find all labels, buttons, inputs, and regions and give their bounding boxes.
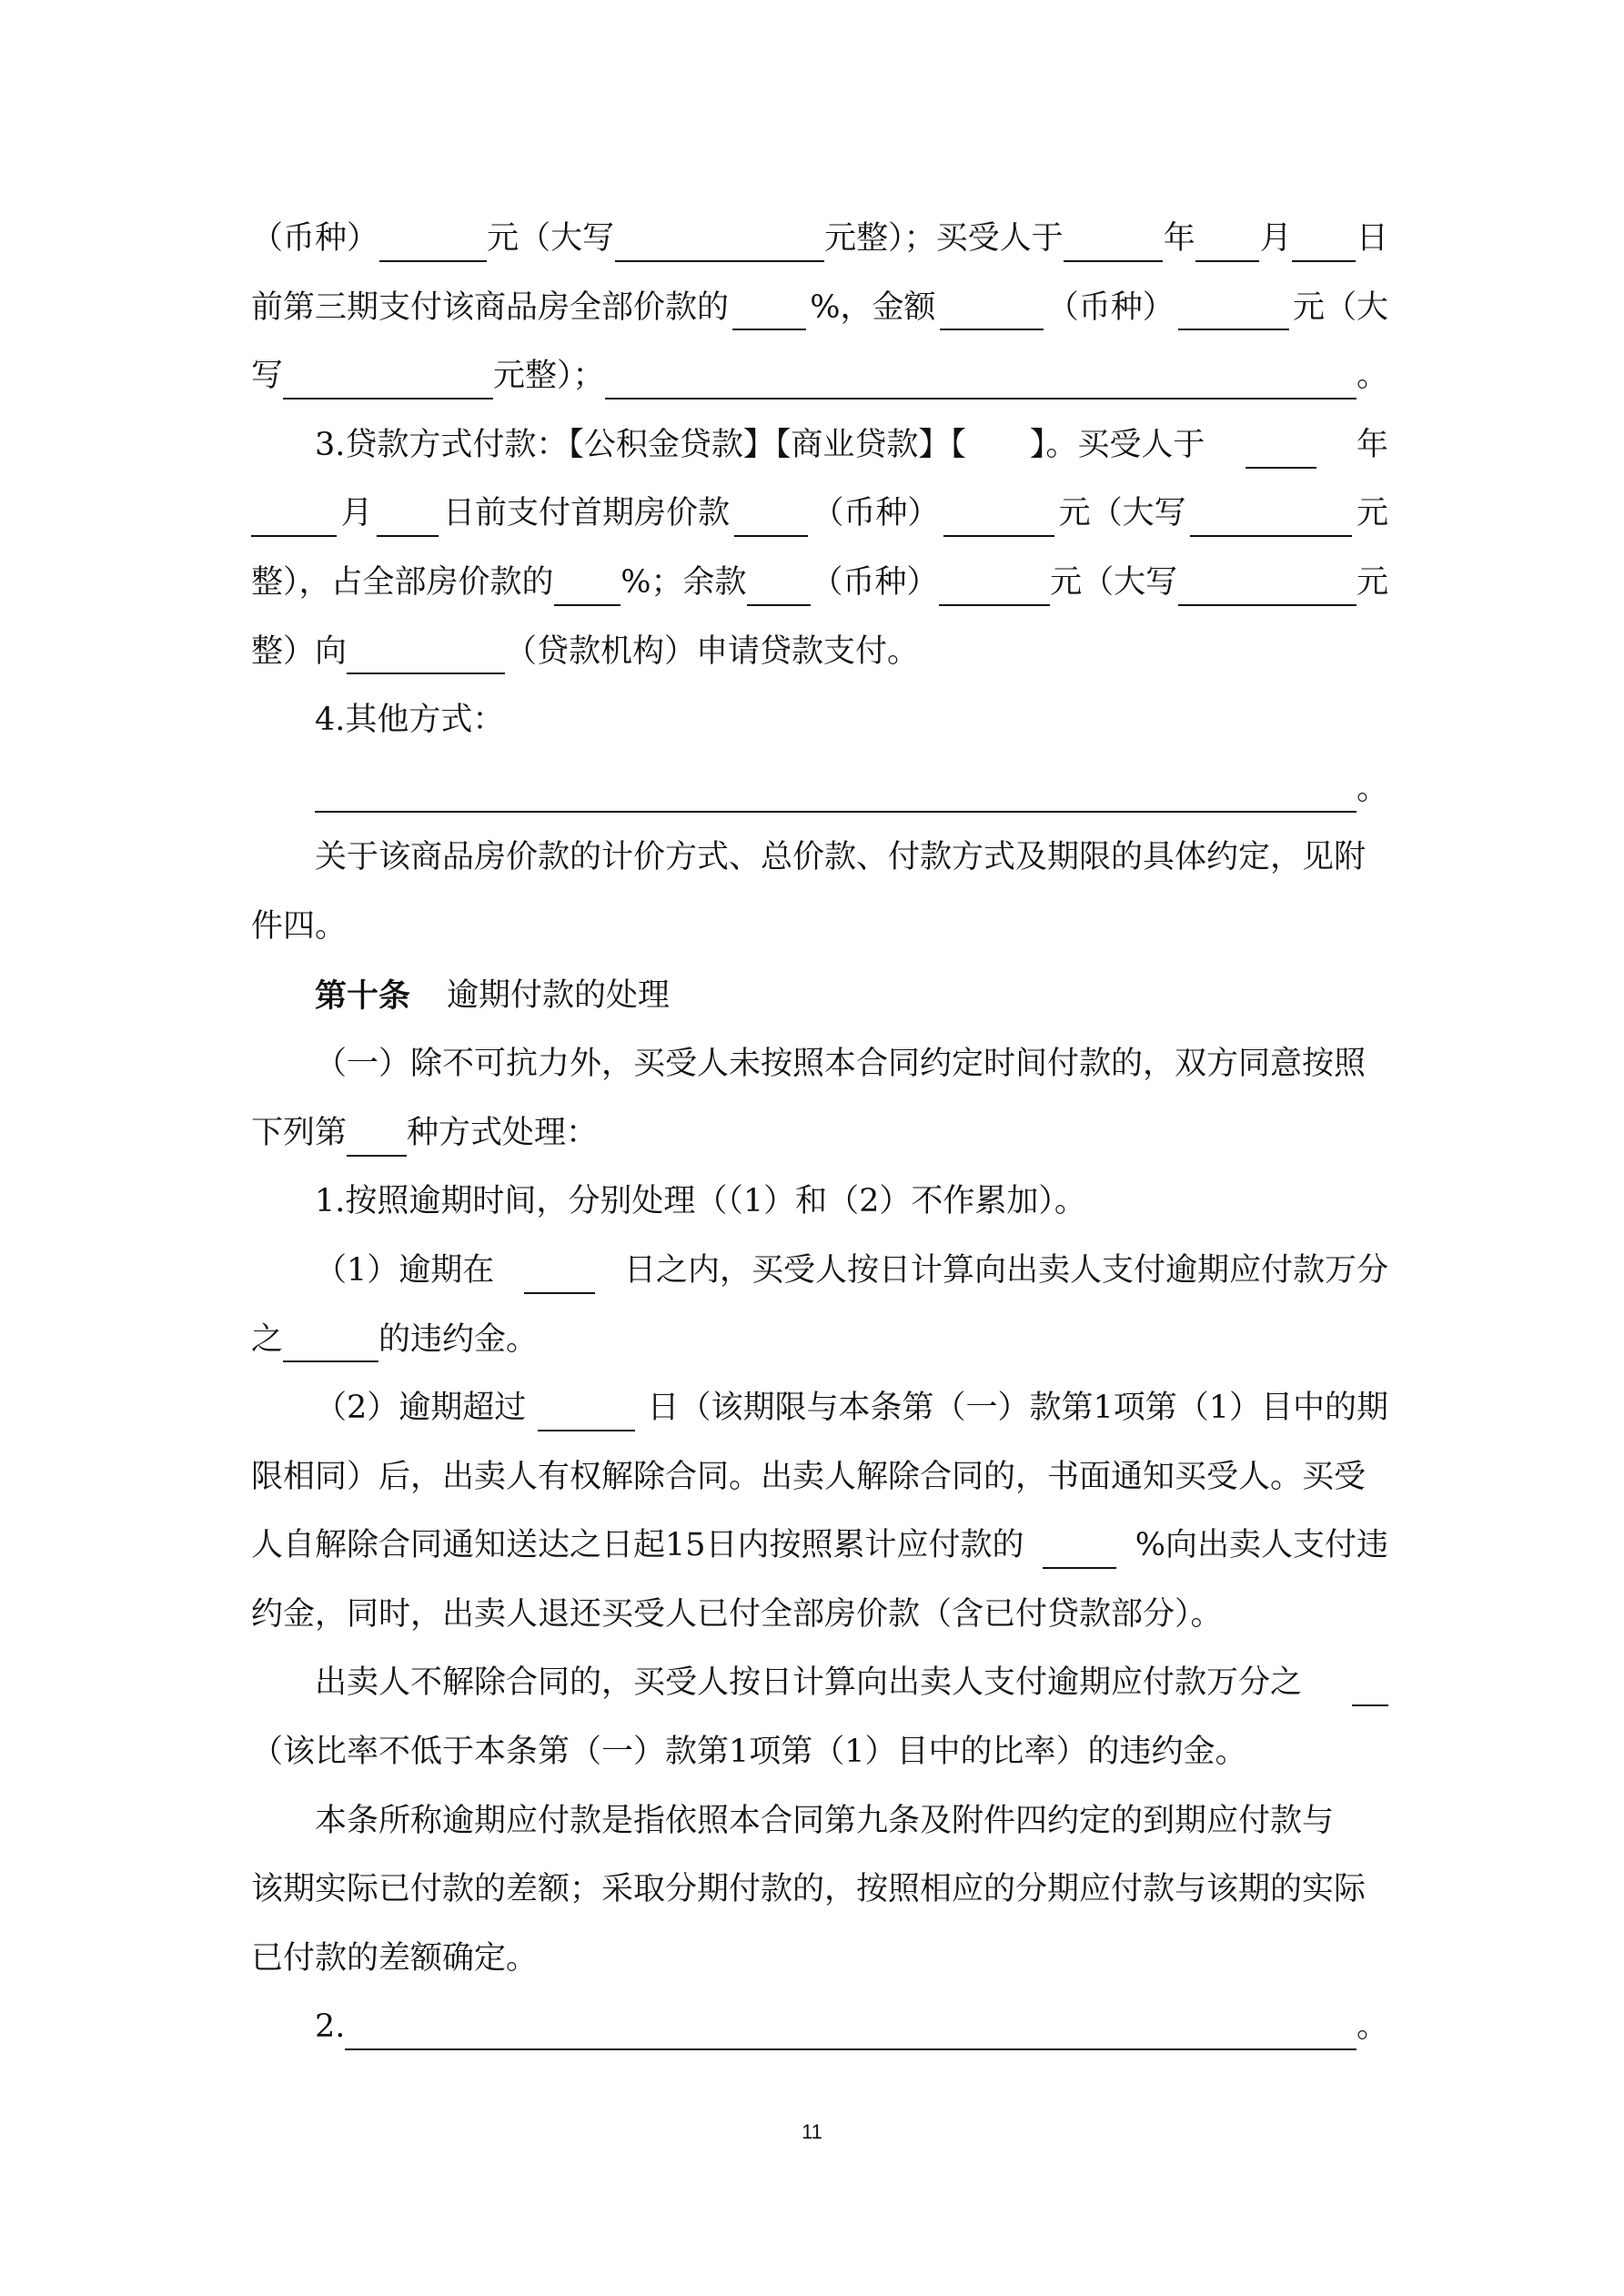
blank-field[interactable] [1246,430,1316,469]
text: 年 [1163,220,1195,257]
text-line [251,274,1388,343]
blank-field[interactable] [379,224,487,262]
text: 元 [1356,563,1388,601]
text: （币种） [812,495,940,532]
text: 日前支付首期房价款 [442,495,730,532]
blank-field[interactable] [732,292,806,330]
text-line [251,893,1388,962]
text: 本条所称逾期应付款是指依照本合同第九条及附件四约定的到期应付款与 [315,1802,1335,1839]
text-line [251,1374,1388,1443]
blank-field[interactable] [1352,1668,1388,1706]
text-line [251,618,1388,687]
text-line [251,1993,1388,2062]
blank-field[interactable] [283,361,493,400]
text-line [251,1237,1388,1306]
text: （贷款机构）申请贷款支付。 [505,632,920,670]
text-line [251,1649,1388,1718]
text: 种方式处理： [407,1114,599,1151]
blank-field[interactable] [1195,224,1259,262]
text: 件四。 [251,907,348,945]
blank-field[interactable] [347,636,505,674]
text: （币种） [811,563,939,601]
blank-field[interactable] [939,568,1050,606]
text: （2）逾期超过 [315,1390,527,1427]
text-line [251,342,1388,411]
text: 元（大写 [487,220,615,257]
blank-field[interactable] [943,499,1054,537]
blank-field[interactable] [1190,499,1352,537]
blank-field[interactable] [747,568,811,606]
text-line [251,1718,1388,1787]
text-line [251,1512,1388,1581]
blank-field[interactable] [605,361,1357,400]
text: 3.贷款方式付款：【公积金贷款】【商业贷款】【 】。买受人于 [315,426,1205,463]
blank-field[interactable] [734,499,808,537]
text-line [251,1925,1388,1994]
blank-field[interactable] [940,292,1044,330]
text: 2. [315,2008,346,2046]
text: 人自解除合同通知送达之日起15日内按照累计应付款的 [251,1527,1024,1564]
text: 写 [251,358,284,395]
blank-field[interactable] [1043,1531,1116,1569]
blank-field[interactable] [1178,568,1357,606]
blank-field[interactable] [345,2012,1357,2050]
text-line [251,549,1388,618]
text: 整）向 [251,632,348,670]
text: %，金额 [810,288,936,326]
text: （一）除不可抗力外，买受人未按照本合同约定时间付款的，双方同意按照 [315,1046,1367,1083]
blank-field[interactable] [554,568,620,606]
text: （币种） [1046,288,1175,326]
blank-field[interactable] [1292,224,1356,262]
text: 4.其他方式： [315,702,505,739]
text: 日之内，买受人按日计算向出卖人支付逾期应付款万分 [623,1251,1388,1289]
text: （1）逾期在 [315,1251,495,1289]
text-line [251,1787,1388,1856]
blank-field[interactable] [377,499,439,537]
blank-field[interactable] [1178,292,1289,330]
text: %；余款 [620,563,747,601]
text: 元 [1356,495,1388,532]
text: 约金，同时，出卖人退还买受人已付全部房价款（含已付贷款部分）。 [251,1595,1223,1633]
text: 下列第 [251,1114,348,1151]
blank-field[interactable] [315,774,1357,813]
text-line [251,1030,1388,1099]
text-line [251,205,1388,274]
text: 元整）；买受人于 [824,220,1064,257]
blank-field[interactable] [538,1393,635,1431]
blank-field[interactable] [615,224,824,262]
text: 元整）； [493,358,605,395]
text-line [251,755,1388,824]
text: 出卖人不解除合同的，买受人按日计算向出卖人支付逾期应付款万分之 [315,1664,1303,1702]
text-line [251,1168,1388,1237]
text: 1.按照逾期时间，分别处理（（1）和（2）不作累加）。 [315,1183,1086,1220]
text: 年 [1356,426,1388,463]
contract-page-body [251,205,1388,2062]
text-line [251,1306,1388,1375]
article-title: 逾期付款的处理 [447,976,671,1014]
blank-field[interactable] [347,1118,407,1157]
text: 之 [251,1320,284,1358]
text-line [251,1443,1388,1512]
text: 日（该期限与本条第（一）款第1项第（1）目中的期 [647,1390,1388,1427]
text: 。 [1356,770,1388,807]
text: 的违约金。 [378,1320,539,1358]
text: 已付款的差额确定。 [251,1939,539,1977]
text: 元（大写 [1050,563,1178,601]
text-line [251,480,1388,549]
text: （该比率不低于本条第（一）款第1项第（1）目中的比率）的违约金。 [251,1734,1247,1771]
text: 月 [340,495,373,532]
text-line [251,1856,1388,1925]
blank-field[interactable] [524,1256,595,1294]
text: 。 [1356,358,1388,395]
text: 日 [1356,220,1388,257]
blank-field[interactable] [283,1324,378,1362]
text: 关于该商品房价款的计价方式、总价款、付款方式及期限的具体约定，见附 [315,839,1367,876]
blank-field[interactable] [1064,224,1163,262]
text-line [251,1099,1388,1168]
text-line [251,824,1388,893]
text: 月 [1259,220,1292,257]
text-line [251,686,1388,755]
text: 元（大写 [1058,495,1186,532]
text: %向出卖人支付违 [1135,1527,1388,1564]
article-heading [251,962,1388,1031]
text: 前第三期支付该商品房全部价款的 [251,288,730,326]
text-line [251,1581,1388,1650]
text: 元（大 [1292,288,1388,326]
text-line [251,411,1388,480]
blank-field[interactable] [251,499,337,537]
text: 整），占全部房价款的 [251,563,554,601]
article-number: 第十条 [315,976,411,1015]
text: 该期实际已付款的差额；采取分期付款的，按照相应的分期应付款与该期的实际 [251,1871,1367,1908]
text: 。 [1356,2008,1388,2046]
text: （币种） [251,220,379,257]
page-number: 11 [802,2120,822,2143]
text: 限相同）后，出卖人有权解除合同。出卖人解除合同的，书面通知买受人。买受 [251,1458,1367,1495]
